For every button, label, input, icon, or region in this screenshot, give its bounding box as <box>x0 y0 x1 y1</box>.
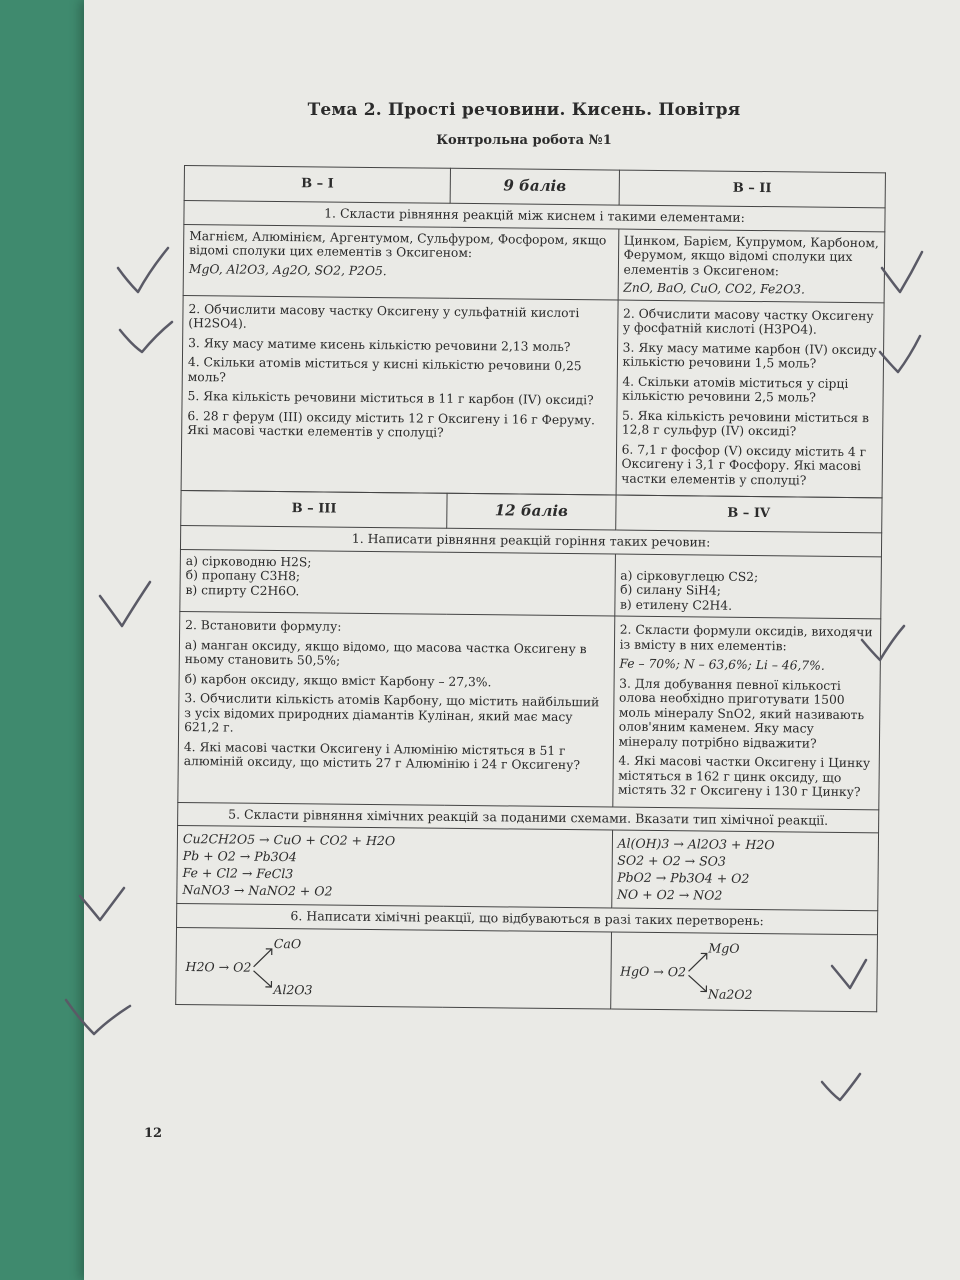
left-scheme-down: Al2O3 <box>273 981 313 998</box>
block1-right-question: 6. 7,1 г фосфор (V) оксиду містить 4 г Оксигену і 3,1 г Фосфору. Які масові частки елементів у сполуці? <box>621 442 867 488</box>
block2-right-task5 <box>611 830 878 911</box>
block2-right-task2-values: Fe – 70%; N – 63,6%; Li – 46,7%. <box>619 656 825 673</box>
block2-left-task1 <box>180 549 615 616</box>
block1-right-variant: В – ІІ <box>619 170 886 208</box>
block1-left-question: 6. 28 г ферум (III) оксиду містить 12 г Оксигену і 16 г Феруму. Які масові частки елементів у сполуці? <box>187 408 596 440</box>
block2-left-variant: В – ІІІ <box>181 490 448 528</box>
block1-left-variant: В – І <box>184 166 451 204</box>
block2-right-task2-title: 2. Скласти формули оксидів, виходячи із вмісту в них елементів: <box>619 622 873 653</box>
block2-left-scheme <box>176 927 611 1009</box>
page-number: 12 <box>144 1126 163 1141</box>
block2-left-task1-item: б) пропану C3H8; <box>185 568 301 584</box>
block2-left-task2-a: а) манган оксиду, якщо відомо, що масова частка Оксигену в ньому становить 50,5%; <box>184 637 587 668</box>
block2-right-task1-item: в) етилену C2H4. <box>619 597 733 613</box>
right-scheme-start: HgO → O2 <box>620 963 687 980</box>
block2-right-equation: NO + O2 → NO2 <box>616 886 723 903</box>
block2-left-task1-item: в) спирту C2H6O. <box>185 582 300 598</box>
left-scheme-start: H2O → O2 <box>185 959 252 975</box>
block2-right-equation: PbO2 → Pb3O4 + O2 <box>617 869 750 886</box>
right-scheme-arrows <box>686 947 717 997</box>
block2-left-equation: Pb + O2 → Pb3O4 <box>182 848 297 865</box>
block2-right-task1 <box>614 554 881 619</box>
block2-task5-heading: 5. Скласти рівняння хімічних реакцій за поданими схемами. Вказати тип хімічної реакції. <box>178 802 879 833</box>
left-scheme-arrows <box>251 943 282 993</box>
block2-left-task3: 3. Обчислити кількість атомів Карбону, що містить найбільший з усіх відомих природних діамантів Кулінан, який має масу 621,2 г. <box>184 691 600 735</box>
block2-task1-heading: 1. Написати рівняння реакцій горіння таких речовин: <box>180 525 881 556</box>
block1-right-questions <box>616 300 884 498</box>
block2-left-tasks <box>178 611 615 806</box>
block2-right-variant: В – IV <box>615 495 882 533</box>
block1-right-question: 2. Обчислити масову частку Оксигену у фосфатній кислоті (H3PO4). <box>622 306 874 337</box>
block2-right-equation: SO2 + O2 → SO3 <box>617 852 727 869</box>
block1-left-question: 5. Яка кількість речовини міститься в 11 г карбон (IV) оксиді? <box>187 389 594 408</box>
block2-right-task1-item: б) силану SiH4; <box>620 582 721 598</box>
block1-left-question: 2. Обчислити масову частку Оксигену у сульфатній кислоті (H2SO4). <box>188 301 580 331</box>
block1-right-task1-formulas: ZnO, BaO, CuO, CO2, Fe2O3. <box>623 280 806 297</box>
block1-right-question: 4. Скільки атомів міститься у сірці кількістю речовини 2,5 моль? <box>622 374 849 405</box>
block2-right-task1-item: а) сірковуглецю CS2; <box>620 568 759 584</box>
page-subtitle: Контрольна робота №1 <box>436 133 612 148</box>
block1-left-questions <box>181 295 618 495</box>
block1-right-task1-text: Цинком, Барієм, Купрумом, Карбоном, Ферумом, якщо відомі сполуки цих елементів з Оксигеном: <box>623 233 879 278</box>
block2-left-task4: 4. Які масові частки Оксигену і Алюмінію містяться в 51 г алюміній оксиду, що містить 27 г Алюмінію і 24 г Оксигену? <box>183 739 581 773</box>
block2-left-task5 <box>177 826 612 909</box>
block2-left-equation: Cu2CH2O5 → CuO + CO2 + H2O <box>182 831 396 849</box>
block2-left-task1-item: а) сірководню H2S; <box>185 553 312 569</box>
block2-right-equation: Al(OH)3 → Al2O3 + H2O <box>617 835 775 853</box>
block2-right-scheme <box>610 932 877 1012</box>
block1-left-task1-formulas: MgO, Al2O3, Ag2O, SO2, P2O5. <box>188 261 387 278</box>
block1-left-task1-text: Магнієм, Алюмінієм, Аргентумом, Сульфуром, Фосфором, якщо відомі сполуки цих елементів з Оксигеном: <box>189 228 607 261</box>
test-table-wrapper <box>175 165 886 1012</box>
block1-left-task1 <box>183 224 618 300</box>
page-title: Тема 2. Прості речовини. Кисень. Повітря <box>307 100 741 120</box>
right-scheme-down: Na2O2 <box>707 986 753 1002</box>
block2-right-task4: 4. Які масові частки Оксигену і Цинку містяться в 162 г цинк оксиду, що містять 32 г Оксигену і 130 г Цинку? <box>618 753 871 800</box>
block2-left-equation: Fe + Cl2 → FeCl3 <box>182 864 294 881</box>
block2-right-tasks <box>612 616 880 809</box>
block1-left-question: 4. Скільки атомів міститься у кисні кількістю речовини 0,25 моль? <box>187 355 582 385</box>
worksheet-page <box>84 0 960 1280</box>
block1-left-question: 3. Яку масу матиме кисень кількістю речовини 2,13 моль? <box>188 335 571 354</box>
block2-table <box>175 490 882 1013</box>
block1-right-question: 3. Яку масу матиме карбон (IV) оксиду кількістю речовини 1,5 моль? <box>622 340 877 371</box>
block2-task6-heading: 6. Написати хімічні реакції, що відбуваються в разі таких перетворень: <box>177 904 878 935</box>
right-scheme-up: MgO <box>708 940 740 956</box>
left-scheme-up: CaO <box>273 935 302 952</box>
block1-right-question: 5. Яка кількість речовини міститься в 12,8 г сульфур (IV) оксиді? <box>621 408 870 439</box>
block1-table <box>181 165 886 499</box>
block2-points: 12 балів <box>447 493 616 530</box>
block1-points: 9 балів <box>450 168 619 205</box>
block2-right-task3: 3. Для добування певної кількості олова необхідно приготувати 1500 моль мінералу SnO2, який називають олов'яним каменем. Яку масу мінералу потрібно відважити? <box>618 676 865 751</box>
block2-left-task2-b: б) карбон оксиду, якщо вміст Карбону – 27,3%. <box>184 671 492 689</box>
block1-task1-heading: 1. Скласти рівняння реакцій між киснем і такими елементами: <box>184 201 885 232</box>
block2-left-equation: NaNO3 → NaNO2 + O2 <box>182 881 333 899</box>
block2-left-task2-title: 2. Встановити формулу: <box>185 618 342 634</box>
block1-right-task1 <box>618 229 885 303</box>
